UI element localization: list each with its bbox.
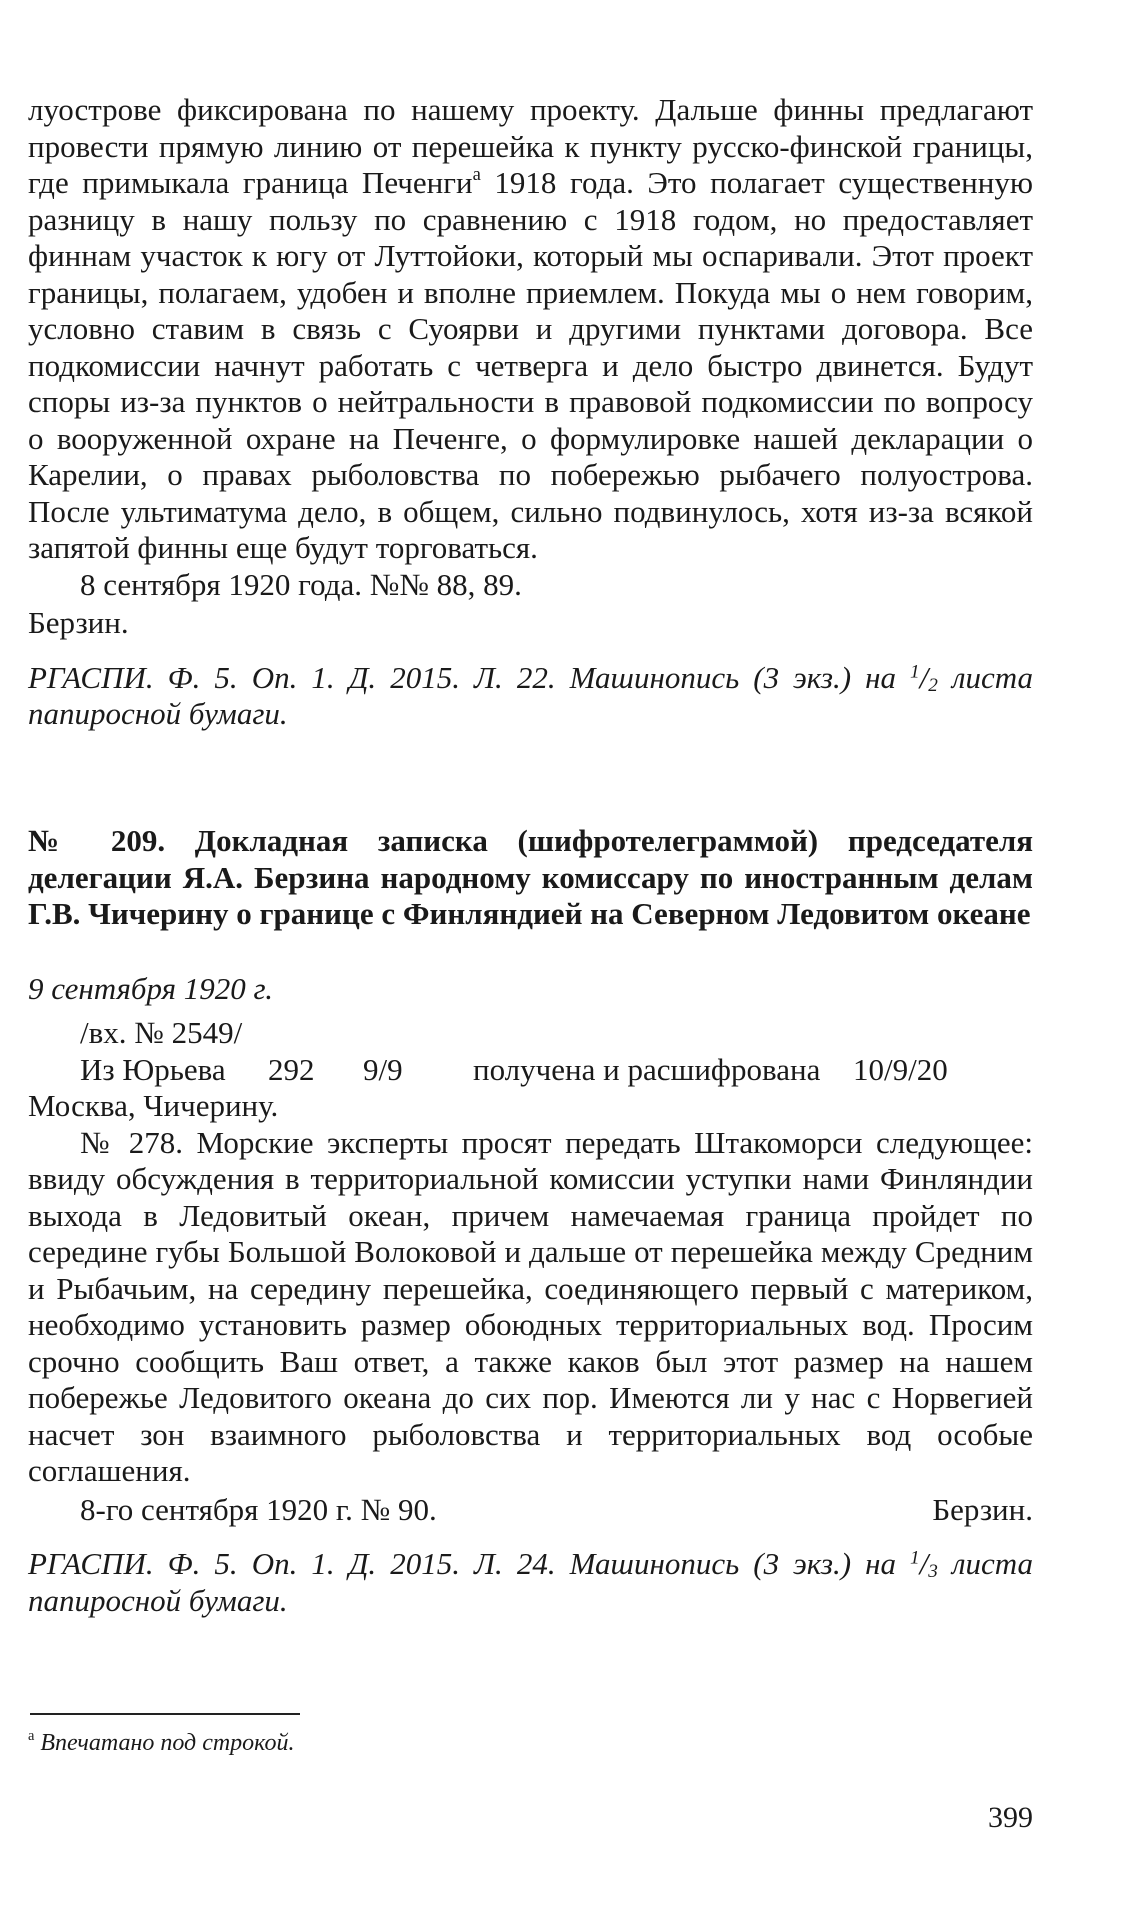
previous-document-tail bbox=[28, 92, 1033, 733]
telegram-body: № 278. Морские эксперты просят передать Штакоморси следующее: ввиду обсуждения в территориальной комиссии уступки нами Финляндии выхода в Ледовитый океан, причем намечаемая граница пройдет по середине губы Большой Волоковой и дальше от перешейка между Средним и Рыбачьим, на середину перешейка, соединяющего первый с материком, необходимо установить размер обоюдных территориальных вод. Просим срочно сообщить Ваш ответ, а также каков был этот размер на нашем побережье Ледовитого океана до сих пор. Имеются ли у нас с Норвегией насчет зон взаимного рыболовства и территориальных вод особые соглашения. bbox=[28, 1124, 1033, 1488]
telegram-status: получена и расшифрована bbox=[473, 1051, 821, 1087]
footnote: $^а$ Впечатано под строкой. bbox=[28, 1727, 295, 1756]
closing-date: 8-го сентября 1920 г. № 90. bbox=[80, 1491, 437, 1527]
signature: Берзин. bbox=[28, 605, 129, 640]
archive-reference: РГАСПИ. Ф. 5. Оп. 1. Д. 2015. Л. 22. Машинопись (3 экз.) на $^1$/2 листа папиросной бумаги. bbox=[28, 659, 1033, 731]
footnote-divider bbox=[30, 1713, 300, 1715]
addressee: Москва, Чичерину. bbox=[28, 1088, 279, 1123]
incoming-number: /вх. № 2549/ bbox=[80, 1015, 243, 1050]
telegram-received: 10/9/20 bbox=[853, 1051, 948, 1087]
telegram-from: Из Юрьева bbox=[80, 1051, 226, 1087]
telegram-header bbox=[28, 1052, 1033, 1089]
archive-reference: РГАСПИ. Ф. 5. Оп. 1. Д. 2015. Л. 24. Машинопись (3 экз.) на $^1$/3 листа папиросной бумаги. bbox=[28, 1546, 1033, 1618]
page-number: 399 bbox=[988, 1801, 1033, 1834]
footnote-marker: а bbox=[472, 163, 481, 185]
date-line: 8 сентября 1920 года. №№ 88, 89. bbox=[80, 566, 522, 602]
closing-line bbox=[28, 1492, 1033, 1529]
document-209 bbox=[28, 823, 1033, 1619]
document-heading: № 209. Докладная записка (шифротелеграммой) председателя делегации Я.А. Берзина народному комиссару по иностранным делам Г.В. Чичерину о границе с Финляндией на Северном Ледовитом океане bbox=[28, 823, 1033, 931]
continued-paragraph: луострове фиксирована по нашему проекту. Дальше финны предлагают провести прямую линию от перешейка к пункту русско-финской границы, где примыкала граница Печенги$^а$ 1918 года. Это полагает существенную разницу в нашу пользу по сравнению с 1918 годом, но предоставляет финнам участок к югу от Луттойоки, который мы оспаривали. Этот проект границы, полагаем, удобен и вполне приемлем. Покуда мы о нем говорим, условно ставим в связь с Суоярви и другими пунктами договора. Все подкомиссии начнут работать с четверга и дело быстро двинется. Будут споры из-за пунктов о нейтральности в правовой подкомиссии по вопросу о вооруженной охране на Печенге, о формулировке нашей декларации о Карелии, о правах рыболовства по побережью рыбачего полуострова. После ультиматума дело, в общем, сильно подвинулось, хотя из-за всякой запятой финны еще будут торговаться. bbox=[28, 92, 1033, 565]
document-date: 9 сентября 1920 г. bbox=[28, 970, 273, 1006]
footnote-marker: а bbox=[28, 1727, 35, 1744]
telegram-day: 9/9 bbox=[363, 1051, 403, 1087]
telegram-number: 292 bbox=[268, 1051, 315, 1087]
signature: Берзин. bbox=[932, 1491, 1033, 1527]
